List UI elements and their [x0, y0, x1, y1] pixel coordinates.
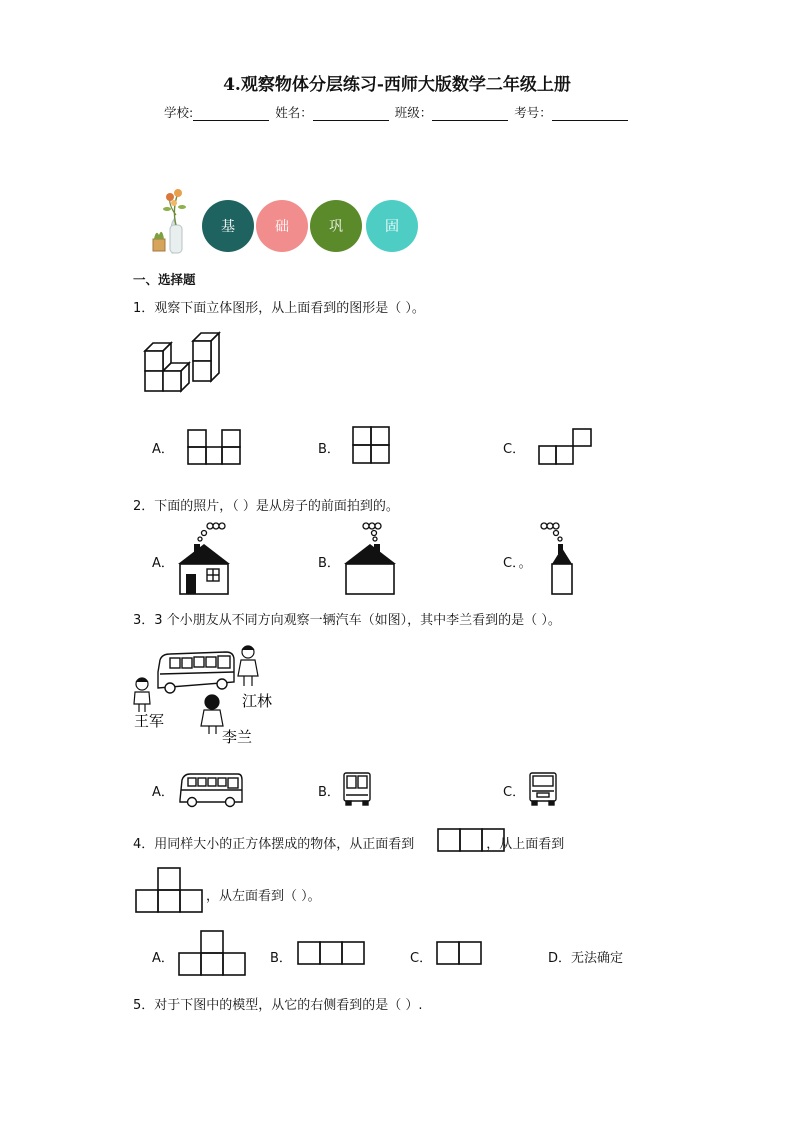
question-5	[133, 994, 423, 1013]
q3-option-b-label[interactable]: B．	[318, 785, 340, 800]
q1-option-a-label[interactable]: A．	[152, 442, 174, 457]
question-4-top-view-figure	[135, 867, 205, 915]
school-blank[interactable]	[193, 106, 269, 121]
class-label: 班级：	[394, 105, 433, 120]
question-3-bus-scene-figure	[130, 640, 290, 750]
exam-number-label: 考号：	[514, 105, 552, 120]
q2-option-a-house-figure[interactable]	[176, 520, 232, 596]
q2-option-c-house-figure[interactable]	[538, 520, 578, 596]
q4-option-d-text: 无法确定	[571, 951, 624, 966]
q4-option-b-figure[interactable]	[297, 941, 369, 967]
q3-option-a-bus-side-figure[interactable]	[178, 770, 244, 810]
class-blank[interactable]	[432, 106, 508, 121]
section-title: 一、选择题	[133, 272, 196, 287]
question-1	[133, 297, 425, 316]
q1-option-c-figure[interactable]	[537, 427, 593, 467]
q3-option-c-bus-front-figure[interactable]	[528, 771, 558, 807]
label-jianglin: 江林	[242, 692, 273, 710]
label-lilan: 李兰	[222, 728, 253, 746]
question-4-number: 4．	[133, 837, 155, 852]
exam-number-blank[interactable]	[552, 106, 628, 121]
q2-option-a-label[interactable]: A．	[152, 556, 174, 571]
school-label: 学校:	[164, 105, 194, 120]
q4-option-d[interactable]	[548, 947, 623, 966]
question-3-text: 3 个小朋友从不同方向观察一辆汽车（如图），其中李兰看到的是（ ）。	[154, 613, 561, 628]
question-2-number: 2．	[133, 499, 155, 514]
question-4-front-view-figure	[437, 828, 507, 854]
q1-option-b-label[interactable]: B．	[318, 442, 340, 457]
banner-circle-1: 基	[202, 200, 254, 252]
label-wangjun: 王军	[134, 712, 165, 730]
question-2	[133, 495, 399, 514]
q3-option-c-label[interactable]: C．	[503, 785, 526, 800]
q1-option-b-figure[interactable]	[351, 425, 391, 465]
q2-option-b-house-figure[interactable]	[342, 520, 398, 596]
banner-circle-4: 固	[366, 200, 418, 252]
question-1-number: 1．	[133, 301, 155, 316]
q2-option-c-label[interactable]: C．。	[503, 556, 532, 571]
q4-option-c-figure[interactable]	[436, 941, 486, 967]
q1-option-c-label[interactable]: C．	[503, 442, 526, 457]
student-info-line	[164, 103, 628, 121]
q4-option-a-figure[interactable]	[178, 930, 250, 978]
question-4-text-b: ，从上面看到	[486, 837, 565, 852]
question-3-number: 3．	[133, 613, 155, 628]
question-5-text: 对于下图中的模型，从它的右侧看到的是（ ）.	[154, 998, 423, 1013]
question-5-number: 5．	[133, 998, 155, 1013]
page-title: 4.观察物体分层练习-西师大版数学二年级上册	[223, 75, 571, 95]
question-1-text: 观察下面立体图形，从上面看到的图形是（ ）。	[154, 301, 425, 316]
name-blank[interactable]	[313, 106, 389, 121]
question-4-text-c: ，从左面看到（ ）。	[206, 889, 321, 904]
q4-option-d-label: D．	[548, 951, 572, 966]
q3-option-a-label[interactable]: A．	[152, 785, 174, 800]
banner-circle-2: 础	[256, 200, 308, 252]
banner-circle-3: 巩	[310, 200, 362, 252]
vase-plant-icon	[148, 185, 192, 255]
q1-option-a-figure[interactable]	[186, 428, 242, 466]
question-1-cube-figure	[143, 331, 221, 393]
question-3	[133, 609, 561, 628]
q4-option-c-label[interactable]: C．	[410, 951, 433, 966]
question-4-text-a: 用同样大小的正方体摆成的物体，从正面看到	[154, 837, 415, 852]
q2-option-b-label[interactable]: B．	[318, 556, 340, 571]
name-label: 姓名：	[275, 105, 313, 120]
q4-option-a-label[interactable]: A．	[152, 951, 174, 966]
q3-option-b-bus-back-figure[interactable]	[342, 771, 372, 807]
q4-option-b-label[interactable]: B．	[270, 951, 292, 966]
question-2-text: 下面的照片，（ ）是从房子的前面拍到的。	[154, 499, 399, 514]
